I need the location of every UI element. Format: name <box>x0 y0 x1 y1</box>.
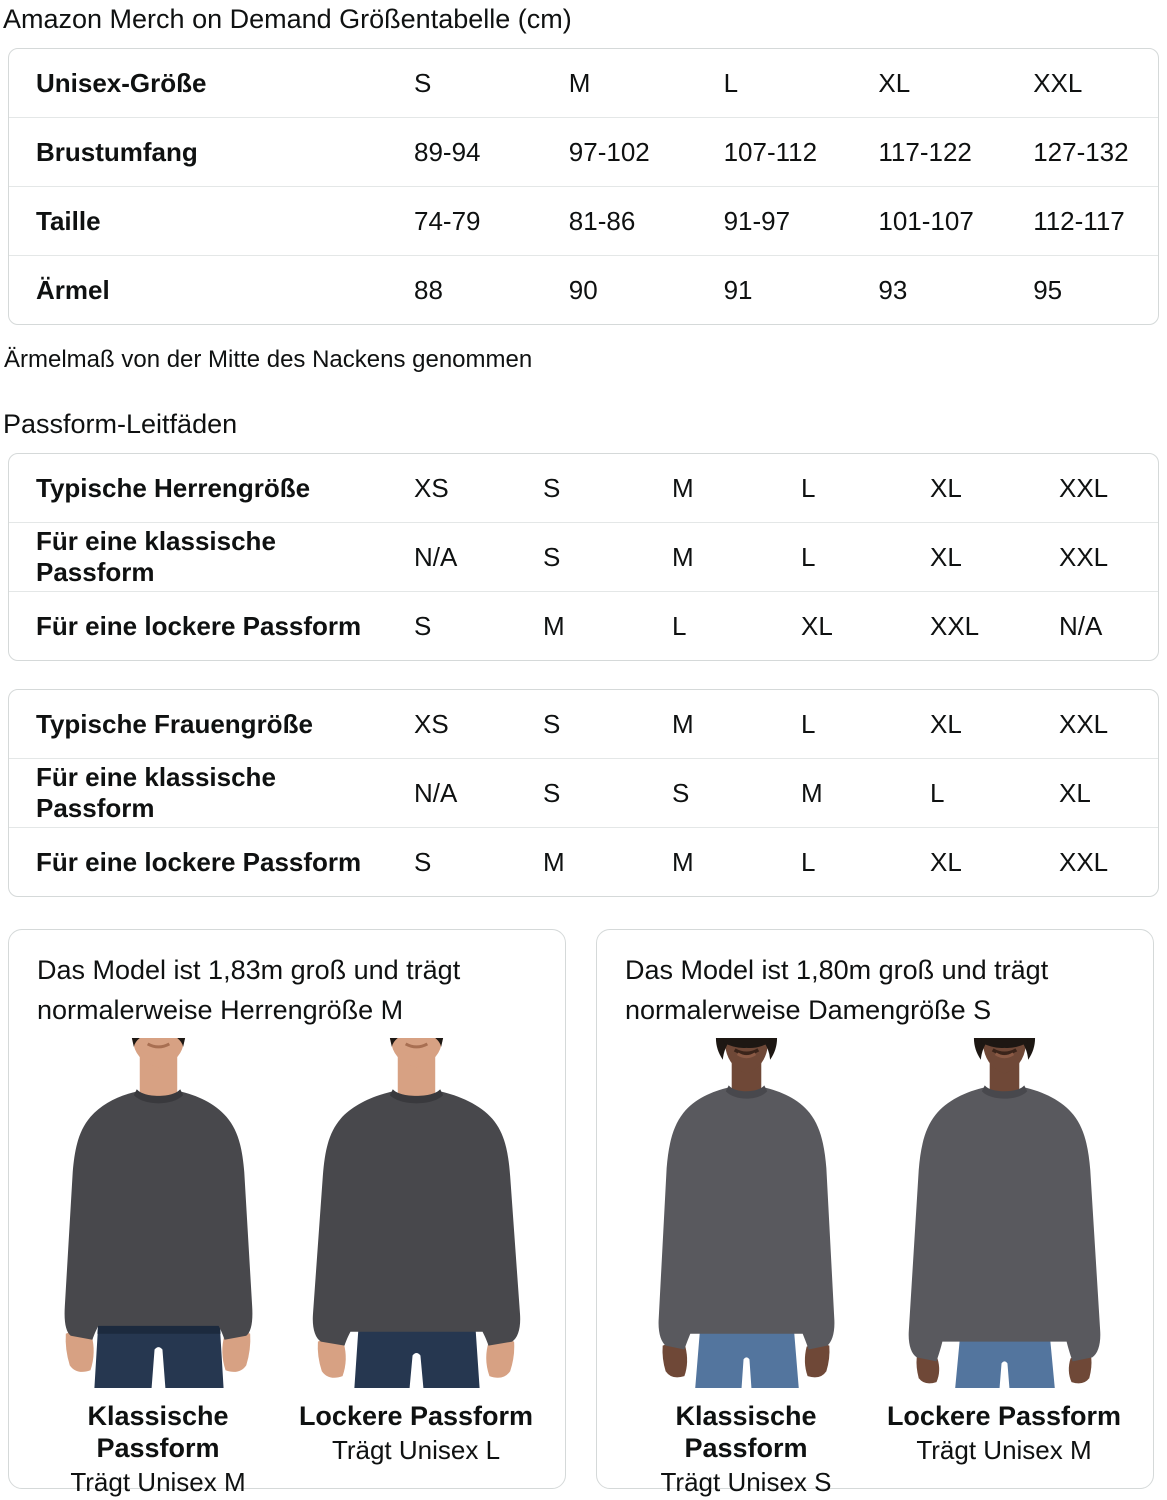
cell-value: 91-97 <box>723 205 791 236</box>
table-row <box>9 186 1158 255</box>
cell-value: 91 <box>723 274 753 305</box>
cell-value: S <box>414 846 432 877</box>
cell-value: M <box>543 846 565 877</box>
row-label: Für eine lockere Passform <box>36 610 362 641</box>
cell-value: XL <box>930 708 962 739</box>
cell-value: S <box>414 67 432 98</box>
cell-value: XXL <box>930 610 980 641</box>
cell-value: XL <box>930 472 962 503</box>
model-photos-women <box>619 1038 1131 1498</box>
cell-value: S <box>543 777 561 808</box>
row-label: Ärmel <box>36 274 110 305</box>
model-description-women: Das Model ist 1,80m groß und trägt normalerweise Damengröße S <box>625 955 1049 1025</box>
cell-value: S <box>543 472 561 503</box>
cell-value: 88 <box>414 274 443 305</box>
cell-value: 93 <box>878 274 908 305</box>
cell-value: L <box>801 472 816 503</box>
caption-classic-fit-women: Klassische Passform <box>675 1401 817 1463</box>
cell-value: 81-86 <box>568 205 636 236</box>
table-row <box>9 522 1158 591</box>
caption-size-loose-women: Trägt Unisex M <box>916 1435 1092 1465</box>
sleeve-measure-note: Ärmelmaß von der Mitte des Nackens genommen <box>4 346 533 373</box>
row-label: Taille <box>36 205 101 236</box>
table-row <box>9 827 1158 896</box>
cell-value: L <box>801 708 816 739</box>
fit-table-women <box>8 689 1159 897</box>
model-photos-men <box>31 1038 543 1498</box>
caption-classic-fit-men: Klassische Passform <box>87 1401 229 1463</box>
unisex-size-table <box>8 48 1159 325</box>
fit-table-men <box>8 453 1159 661</box>
page-title: Amazon Merch on Demand Größentabelle (cm) <box>3 4 572 34</box>
row-label: Für eine lockere Passform <box>36 846 362 877</box>
cell-value: M <box>672 708 694 739</box>
table-row <box>9 690 1158 758</box>
cell-value: 107-112 <box>723 136 818 167</box>
row-label: Für eine klassische Passform <box>36 526 276 587</box>
caption-size-loose-men: Trägt Unisex L <box>331 1435 501 1465</box>
cell-value: XL <box>1059 777 1091 808</box>
row-label: Typische Herrengröße <box>36 472 311 503</box>
cell-value: L <box>930 777 945 808</box>
cell-value: 127-132 <box>1033 136 1129 167</box>
cell-value: XXL <box>1033 67 1083 98</box>
photo-loose-fit-men <box>290 1038 542 1498</box>
cell-value: XL <box>801 610 833 641</box>
cell-value: N/A <box>414 777 458 808</box>
cell-value: L <box>801 846 816 877</box>
cell-value: 89-94 <box>414 136 481 167</box>
cell-value: XL <box>878 67 911 98</box>
table-row <box>9 454 1158 522</box>
caption-size-classic-men: Trägt Unisex M <box>70 1467 246 1497</box>
row-label: Für eine klassische Passform <box>36 762 276 823</box>
cell-value: 74-79 <box>414 205 481 236</box>
male-model-loose-fit-photo <box>290 1038 542 1388</box>
cell-value: M <box>672 472 694 503</box>
cell-value: S <box>414 610 432 641</box>
cell-value: 117-122 <box>878 136 972 167</box>
cell-value: M <box>672 541 694 572</box>
cell-value: 97-102 <box>568 136 650 167</box>
cell-value: S <box>543 708 561 739</box>
cell-value: 90 <box>568 274 598 305</box>
cell-value: M <box>672 846 694 877</box>
row-label: Typische Frauengröße <box>36 708 313 739</box>
cell-value: 101-107 <box>878 205 974 236</box>
table-row <box>9 49 1158 117</box>
table-row <box>9 255 1158 324</box>
cell-value: XXL <box>1059 708 1109 739</box>
model-description-men: Das Model ist 1,83m groß und trägt normalerweise Herrengröße M <box>37 955 461 1025</box>
table-row <box>9 758 1158 827</box>
table-row <box>9 117 1158 186</box>
cell-value: S <box>672 777 690 808</box>
cell-value: N/A <box>1059 610 1103 641</box>
cell-value: L <box>801 541 816 572</box>
model-card-men <box>8 929 566 1497</box>
cell-value: XS <box>414 472 449 503</box>
fit-guides-title: Passform-Leitfäden <box>3 409 238 439</box>
cell-value: 95 <box>1033 274 1063 305</box>
table-row <box>9 591 1158 660</box>
cell-value: XL <box>930 846 962 877</box>
cell-value: N/A <box>414 541 458 572</box>
model-card-women <box>596 929 1154 1497</box>
cell-value: M <box>568 67 591 98</box>
cell-value: L <box>723 67 739 98</box>
photo-loose-fit-women <box>878 1038 1130 1498</box>
cell-value: XXL <box>1059 472 1109 503</box>
cell-value: M <box>801 777 823 808</box>
cell-value: XS <box>414 708 449 739</box>
cell-value: XXL <box>1059 846 1109 877</box>
caption-loose-fit-women: Lockere Passform <box>886 1401 1122 1431</box>
row-label: Brustumfang <box>36 136 198 167</box>
caption-loose-fit-men: Lockere Passform <box>298 1401 534 1431</box>
cell-value: XL <box>930 541 962 572</box>
cell-value: L <box>672 610 687 641</box>
model-cards <box>8 929 1159 1497</box>
male-model-classic-fit-photo <box>32 1038 284 1388</box>
photo-classic-fit-men <box>32 1038 284 1498</box>
cell-value: 112-117 <box>1033 205 1125 236</box>
row-label: Unisex-Größe <box>36 67 207 98</box>
female-model-loose-fit-photo <box>878 1038 1130 1388</box>
cell-value: S <box>543 541 561 572</box>
caption-size-classic-women: Trägt Unisex S <box>660 1467 832 1497</box>
cell-value: XXL <box>1059 541 1109 572</box>
cell-value: M <box>543 610 565 641</box>
photo-classic-fit-women <box>620 1038 872 1498</box>
female-model-classic-fit-photo <box>620 1038 872 1388</box>
